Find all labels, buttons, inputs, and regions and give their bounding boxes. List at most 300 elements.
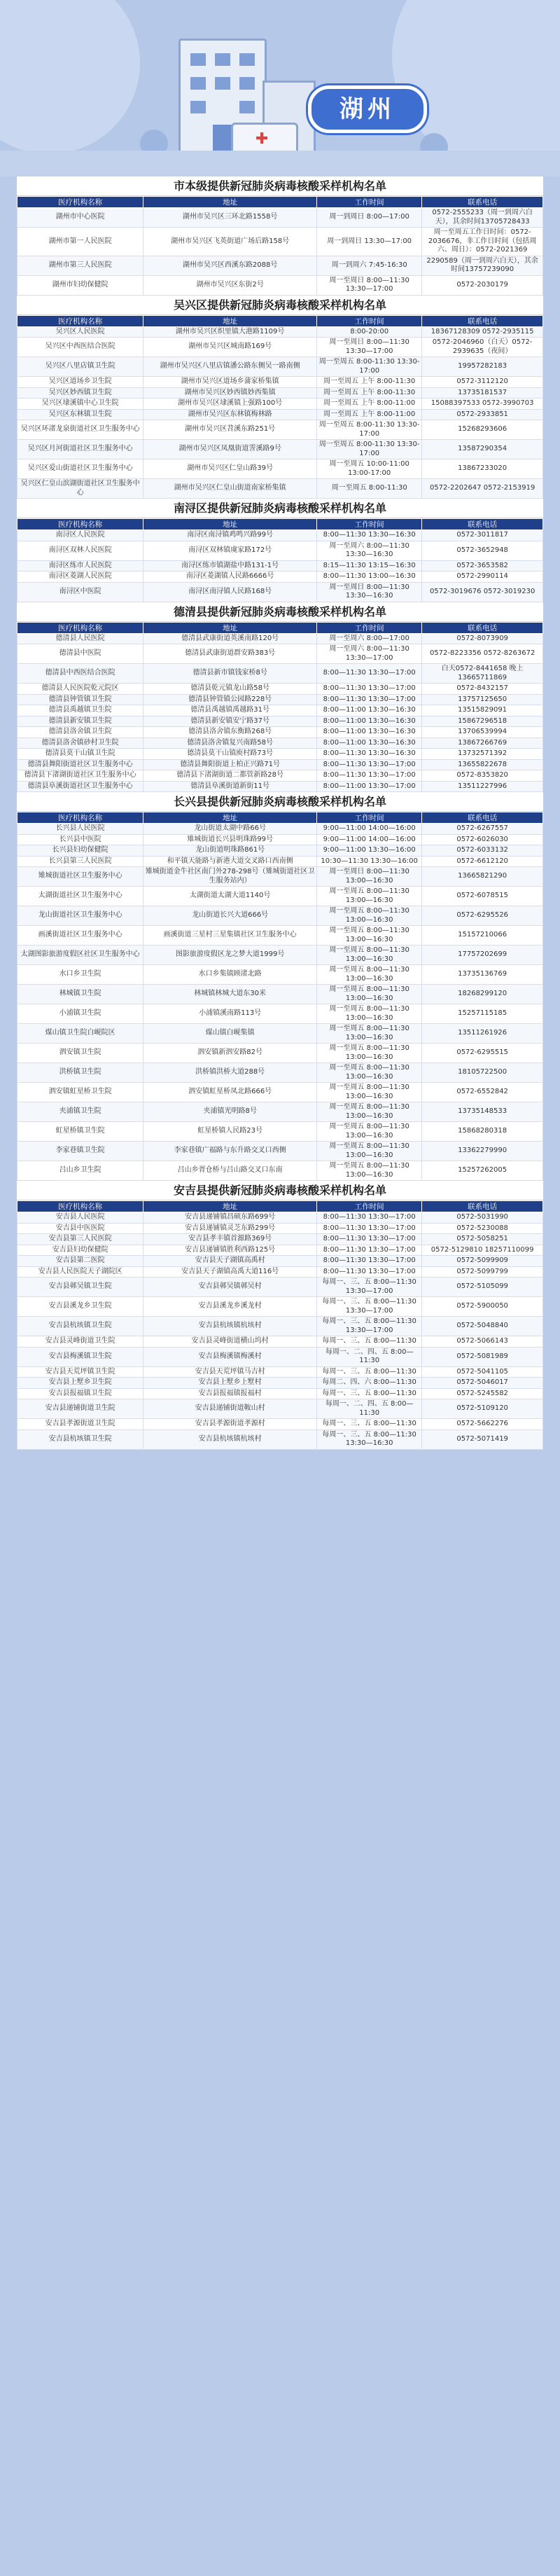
working-hours: 周一至周五 8:00—11:30 13:00—16:30	[317, 926, 422, 946]
institution-name: 安吉县上墅乡卫生院	[18, 1378, 144, 1389]
institution-name: 德清县禹越镇卫生院	[18, 705, 144, 716]
institution-name: 吴兴区妙西镇卫生院	[18, 387, 144, 399]
institution-table	[17, 1200, 543, 1450]
table-row	[18, 1044, 543, 1063]
table-header-row	[18, 519, 543, 530]
institution-name: 德清县洛舍镇砂村卫生院	[18, 738, 144, 749]
institution-name: 南浔区中医院	[18, 582, 144, 602]
table-row	[18, 1378, 543, 1389]
institution-address: 南浔区双林镇虞家路172号	[144, 541, 317, 560]
table-row	[18, 824, 543, 835]
column-header-hours: 工作时间	[317, 315, 422, 326]
institution-name: 安吉县第三人民医院	[18, 1234, 144, 1245]
contact-phone: 18367128309 0572-2935115	[422, 326, 543, 338]
working-hours: 8:00—11:30 13:30—16:30	[317, 749, 422, 760]
table-row	[18, 845, 543, 857]
institution-name: 湖州市妇幼保健院	[18, 275, 144, 295]
institution-address: 图影旅游度假区龙之梦大道1999号	[144, 946, 317, 965]
institution-name: 长兴县第三人民医院	[18, 856, 144, 867]
table-row	[18, 759, 543, 770]
institution-name: 虹星桥镇卫生院	[18, 1122, 144, 1142]
institution-address: 安吉县孝丰镇首源路369号	[144, 1234, 317, 1245]
table-row	[18, 926, 543, 946]
table-row	[18, 1366, 543, 1378]
section-1	[17, 176, 543, 296]
hero-banner	[0, 0, 560, 176]
institution-name: 安吉县孝源街道卫生院	[18, 1419, 144, 1430]
contact-phone: 13655822678	[422, 759, 543, 770]
contact-phone: 0572-2990114	[422, 572, 543, 583]
working-hours: 周一至周五 8:00—11:30 13:00—16:30	[317, 965, 422, 985]
institution-address: 德清县舞阳街道上柏正兴路71号	[144, 759, 317, 770]
decor-circle	[392, 0, 560, 168]
working-hours: 周一至周五 8:00-11:30	[317, 479, 422, 499]
working-hours: 周一至周五 8:00—11:30 13:00—16:30	[317, 1063, 422, 1083]
table-row	[18, 1142, 543, 1161]
institution-name: 吴兴区爱山街道社区卫生服务中心	[18, 459, 144, 479]
table-row	[18, 582, 543, 602]
table-row	[18, 1223, 543, 1234]
working-hours: 每周一、三、五 8:00—11:30 13:30—16:30	[317, 1429, 422, 1449]
table-row	[18, 664, 543, 684]
contact-phone: 13511227996	[422, 781, 543, 792]
institution-address: 安吉县递铺镇胜利西路125号	[144, 1245, 317, 1256]
contact-phone: 0572-3112120	[422, 377, 543, 388]
institution-name: 吴兴区中西医结合医院	[18, 338, 144, 357]
institution-name: 太湖图影旅游度假区社区卫生服务中心	[18, 946, 144, 965]
contact-phone: 13665821290	[422, 867, 543, 887]
institution-address: 安吉县灵峰街道横山坞村	[144, 1336, 317, 1348]
contact-phone: 0572-5129810 18257110099	[422, 1245, 543, 1256]
table-row	[18, 479, 543, 499]
working-hours: 8:00—11:30 13:30—17:00	[317, 694, 422, 705]
working-hours: 8:00—11:00 13:30—16:30	[317, 705, 422, 716]
contact-phone: 13867266769	[422, 738, 543, 749]
institution-name: 德清县新安镇卫生院	[18, 716, 144, 727]
contact-phone: 13515829091	[422, 705, 543, 716]
working-hours: 周一至周六 8:00—11:30 13:30—16:30	[317, 541, 422, 560]
contact-phone: 0572-6295515	[422, 1044, 543, 1063]
table-row	[18, 1347, 543, 1366]
table-row	[18, 749, 543, 760]
table-row	[18, 633, 543, 644]
contact-phone: 2290589（周一到周六白天），其余时间13757239090	[422, 256, 543, 275]
table-row	[18, 985, 543, 1004]
contact-phone: 0572-8223356 0572-8263672	[422, 644, 543, 664]
working-hours: 每周一、三、五 8:00—11:30 13:30—17:00	[317, 1297, 422, 1317]
column-header-name: 医疗机构名称	[18, 197, 144, 208]
institution-address: 南浔区南浔镇鸡鸣兴路99号	[144, 530, 317, 541]
institution-address: 安吉县上墅乡上墅村	[144, 1378, 317, 1389]
working-hours: 8:00—11:30 13:30—16:30	[317, 530, 422, 541]
table-header-row	[18, 315, 543, 326]
table-row	[18, 738, 543, 749]
contact-phone: 0572-3019676 0572-3019230	[422, 582, 543, 602]
table-row	[18, 834, 543, 845]
institution-address: 湖州市吴兴区妙西镇妙西集镇	[144, 387, 317, 399]
institution-name: 吴兴区道场乡卫生院	[18, 377, 144, 388]
table-row	[18, 965, 543, 985]
table-row	[18, 1063, 543, 1083]
table-row	[18, 326, 543, 338]
institution-name: 太湖街道社区卫生服务中心	[18, 887, 144, 906]
institution-address: 德清县钟管镇公园路228号	[144, 694, 317, 705]
institution-address: 泗安镇新泗安路82号	[144, 1044, 317, 1063]
contact-phone: 13735136769	[422, 965, 543, 985]
working-hours: 8:00—11:00 13:30—16:30	[317, 716, 422, 727]
contact-phone: 0572-8432157	[422, 684, 543, 695]
table-row	[18, 338, 543, 357]
institution-name: 德清县人民医院乾元院区	[18, 684, 144, 695]
contact-phone: 0572-6026030	[422, 834, 543, 845]
working-hours: 每周一、三、五 8:00—11:30	[317, 1419, 422, 1430]
institution-name: 德清县钟管镇卫生院	[18, 694, 144, 705]
contact-phone: 0572-5099799	[422, 1266, 543, 1277]
table-row	[18, 1102, 543, 1122]
working-hours: 周一至周五 8:00—11:30 13:00—16:30	[317, 887, 422, 906]
institution-name: 德清县洛舍镇卫生院	[18, 727, 144, 738]
table-row	[18, 856, 543, 867]
contact-phone: 0572-5048840	[422, 1317, 543, 1336]
institution-name: 南浔区练市人民医院	[18, 560, 144, 572]
institution-address: 太湖街道太湖大道1140号	[144, 887, 317, 906]
table-row	[18, 377, 543, 388]
institution-name: 吴兴区月河街道社区卫生服务中心	[18, 440, 144, 459]
institution-address: 德清县乾元镇龙山路58号	[144, 684, 317, 695]
working-hours: 周一至周五 8:00—11:30 13:00—16:30	[317, 1024, 422, 1044]
institution-name: 林城镇卫生院	[18, 985, 144, 1004]
institution-address: 安吉县天子湖镇高禹村	[144, 1256, 317, 1267]
institution-name: 德清县舞阳街道社区卫生服务中心	[18, 759, 144, 770]
city-badge	[308, 85, 427, 133]
contact-phone: 19957282183	[422, 357, 543, 377]
table-row	[18, 256, 543, 275]
working-hours: 周一至周五 8:00—11:30 13:00—16:30	[317, 1161, 422, 1181]
working-hours: 8:00—11:30 13:30—17:00	[317, 664, 422, 684]
institution-name: 德清县下渚湖街道社区卫生服务中心	[18, 770, 144, 782]
institution-name: 安吉县中医医院	[18, 1223, 144, 1234]
working-hours: 8:00—11:00 13:30—16:30	[317, 738, 422, 749]
table-row	[18, 887, 543, 906]
working-hours: 每周一、三、五 8:00—11:30	[317, 1336, 422, 1348]
institution-address: 德清县新安镇安宁路37号	[144, 716, 317, 727]
contact-phone: 0572-5081989	[422, 1347, 543, 1366]
institution-name: 南浔区菱湖人民医院	[18, 572, 144, 583]
column-header-phone: 联系电话	[422, 622, 543, 633]
institution-address: 德清县洛舍镇东衡路268号	[144, 727, 317, 738]
institution-address: 安吉县天荒坪镇马吉村	[144, 1366, 317, 1378]
working-hours: 8:00—11:30 13:30—17:00	[317, 1234, 422, 1245]
institution-name: 湖州市第三人民医院	[18, 256, 144, 275]
contact-phone: 13757125650	[422, 694, 543, 705]
contact-phone: 13511261926	[422, 1024, 543, 1044]
table-row	[18, 1256, 543, 1267]
table-row	[18, 208, 543, 228]
table-row	[18, 684, 543, 695]
table-row	[18, 409, 543, 420]
table-row	[18, 1266, 543, 1277]
contact-phone: 0572-2555233（周一到周六白天），其余时间13705728433	[422, 208, 543, 228]
column-header-hours: 工作时间	[317, 519, 422, 530]
contact-phone: 0572-5245582	[422, 1388, 543, 1399]
working-hours: 周一到周日 8:00—17:00	[317, 208, 422, 228]
section-title: 长兴县提供新冠肺炎病毒核酸采样机构名单	[17, 792, 543, 812]
institution-address: 南浔区练市镇湖盐中路131-1号	[144, 560, 317, 572]
institution-address: 水口乡集镇顾渚北路	[144, 965, 317, 985]
institution-address: 德清县莫干山镇庾村路73号	[144, 749, 317, 760]
contact-phone: 0572-6295526	[422, 906, 543, 926]
column-header-name: 医疗机构名称	[18, 519, 144, 530]
institution-name: 长兴县人民医院	[18, 824, 144, 835]
column-header-hours: 工作时间	[317, 812, 422, 824]
column-header-hours: 工作时间	[317, 197, 422, 208]
contact-phone: 18268299120	[422, 985, 543, 1004]
working-hours: 周一至周日 8:00—11:30 13:30—17:00	[317, 275, 422, 295]
column-header-name: 医疗机构名称	[18, 622, 144, 633]
institution-address: 李家巷镇广福路与东升路交叉口西侧	[144, 1142, 317, 1161]
institution-address: 画溪街道三星村三星集镇社区卫生服务中心	[144, 926, 317, 946]
institution-address: 湖州市吴兴区道场乡蒲家桥集镇	[144, 377, 317, 388]
institution-address: 雉城街道金牛社区南门外278-298号（雉城街道社区卫生服务站内）	[144, 867, 317, 887]
institution-table	[17, 315, 543, 499]
column-header-address: 地址	[144, 622, 317, 633]
contact-phone: 0572-5031990	[422, 1212, 543, 1224]
working-hours: 每周一、三、五 8:00—11:30	[317, 1366, 422, 1378]
column-header-address: 地址	[144, 1201, 317, 1212]
table-header-row	[18, 1201, 543, 1212]
table-row	[18, 1234, 543, 1245]
contact-phone: 18105722500	[422, 1063, 543, 1083]
working-hours: 8:00—11:30 13:30—17:00	[317, 770, 422, 782]
institution-address: 泗安镇虹星桥凤北路666号	[144, 1083, 317, 1102]
institution-address: 湖州市吴兴区八里店镇潘公路东侧吴一路南侧	[144, 357, 317, 377]
table-row	[18, 1161, 543, 1181]
working-hours: 周一至周五 上午 8:00-11:30	[317, 377, 422, 388]
contact-phone: 0572-5230088	[422, 1223, 543, 1234]
contact-phone: 13867233020	[422, 459, 543, 479]
table-row	[18, 946, 543, 965]
institution-name: 吴兴区埭溪镇中心卫生院	[18, 399, 144, 410]
institution-address: 南浔区南浔镇人民路168号	[144, 582, 317, 602]
contact-phone: 17757202699	[422, 946, 543, 965]
working-hours: 每周一、三、五 8:00—11:30 13:30—17:00	[317, 1277, 422, 1297]
contact-phone: 13587290354	[422, 440, 543, 459]
working-hours: 10:30—11:30 13:30—16:00	[317, 856, 422, 867]
institution-table	[17, 812, 543, 1181]
institution-address: 龙山街道明珠路861号	[144, 845, 317, 857]
contact-phone: 0572-5099909	[422, 1256, 543, 1267]
institution-address: 安吉县溪龙乡溪龙村	[144, 1297, 317, 1317]
institution-address: 雉城街道长兴县明珠路99号	[144, 834, 317, 845]
institution-name: 安吉县递铺街道卫生院	[18, 1399, 144, 1419]
institution-address: 龙山街道太湖中路66号	[144, 824, 317, 835]
working-hours: 周一至周六 8:00—11:30 13:30—17:00	[317, 644, 422, 664]
table-row	[18, 572, 543, 583]
institution-name: 安吉县天荒坪镇卫生院	[18, 1366, 144, 1378]
working-hours: 8:00—11:30 13:00—16:30	[317, 572, 422, 583]
working-hours: 每周一、二、四、五 8:00—11:30	[317, 1399, 422, 1419]
working-hours: 8:00—11:30 13:30—17:00	[317, 1212, 422, 1224]
section-title: 吴兴区提供新冠肺炎病毒核酸采样机构名单	[17, 296, 543, 315]
column-header-address: 地址	[144, 812, 317, 824]
working-hours: 周一至周日 8:00—11:30 13:00—16:30	[317, 867, 422, 887]
institution-name: 吴兴区八里店镇卫生院	[18, 357, 144, 377]
section-title: 市本级提供新冠肺炎病毒核酸采样机构名单	[17, 176, 543, 196]
page-footer	[17, 2554, 543, 2576]
institution-name: 长兴县中医院	[18, 834, 144, 845]
table-row	[18, 1004, 543, 1024]
section-title: 德清县提供新冠肺炎病毒核酸采样机构名单	[17, 602, 543, 622]
table-row	[18, 1388, 543, 1399]
institution-name: 小浦镇卫生院	[18, 1004, 144, 1024]
column-header-phone: 联系电话	[422, 197, 543, 208]
table-row	[18, 694, 543, 705]
column-header-name: 医疗机构名称	[18, 1201, 144, 1212]
institution-name: 吴兴区人民医院	[18, 326, 144, 338]
institution-address: 安吉县鄣吴镇鄣吴村	[144, 1277, 317, 1297]
institution-name: 湖州市第一人民医院	[18, 228, 144, 256]
table-row	[18, 1245, 543, 1256]
working-hours: 周一至周五 8:00-11:30 13:30-17:00	[317, 420, 422, 440]
institution-address: 湖州市吴兴区仁皇山街道南家桥集镇	[144, 479, 317, 499]
institution-address: 德清县武康街道群安路383号	[144, 644, 317, 664]
institution-name: 安吉县梅溪镇卫生院	[18, 1347, 144, 1366]
institution-name: 泗安镇卫生院	[18, 1044, 144, 1063]
institution-table	[17, 518, 543, 602]
table-row	[18, 1419, 543, 1430]
column-header-address: 地址	[144, 519, 317, 530]
section-4	[17, 602, 543, 793]
institution-address: 龙山街道长兴大道666号	[144, 906, 317, 926]
institution-address: 湖州市吴兴区仁皇山路39号	[144, 459, 317, 479]
institution-address: 吕山乡胥仓桥与吕山路交叉口东南	[144, 1161, 317, 1181]
working-hours: 9:00—11:00 14:00—16:00	[317, 824, 422, 835]
working-hours: 每周一、二、四、五 8:00—11:30	[317, 1347, 422, 1366]
institution-name: 安吉县报福镇卫生院	[18, 1388, 144, 1399]
working-hours: 周一至周五 上午 8:00-11:00	[317, 399, 422, 410]
working-hours: 每周二、四、六 8:00—11:30	[317, 1378, 422, 1389]
table-row	[18, 1297, 543, 1317]
working-hours: 周一至周五 10:00-11:00 13:00-17:00	[317, 459, 422, 479]
institution-name: 水口乡卫生院	[18, 965, 144, 985]
contact-phone: 0572-2933851	[422, 409, 543, 420]
table-row	[18, 705, 543, 716]
institution-table	[17, 622, 543, 793]
working-hours: 周一至周五 8:00—11:30 13:00—16:30	[317, 1102, 422, 1122]
institution-address: 夹浦镇光明路8号	[144, 1102, 317, 1122]
contact-phone: 0572-5109120	[422, 1399, 543, 1419]
table-row	[18, 644, 543, 664]
table-row	[18, 1122, 543, 1142]
institution-address: 安吉县杭垓镇杭垓村	[144, 1429, 317, 1449]
institution-name: 煤山镇卫生院白岘院区	[18, 1024, 144, 1044]
institution-address: 湖州市吴兴区埭溪镇上强路100号	[144, 399, 317, 410]
table-row	[18, 1399, 543, 1419]
contact-phone: 0572-5071419	[422, 1429, 543, 1449]
institution-address: 和平镇天能路与新港大道交叉路口西南侧	[144, 856, 317, 867]
working-hours: 8:00—11:30 13:30—17:00	[317, 1245, 422, 1256]
ambulance-illustration: ✚	[231, 123, 298, 156]
table-row	[18, 906, 543, 926]
institution-name: 安吉县鄣吴镇卫生院	[18, 1277, 144, 1297]
contact-phone: 白天0572-8441658 晚上13665711869	[422, 664, 543, 684]
ground-decor	[0, 151, 560, 176]
column-header-phone: 联系电话	[422, 315, 543, 326]
column-header-address: 地址	[144, 315, 317, 326]
institution-list	[17, 176, 543, 1450]
contact-phone: 15257115185	[422, 1004, 543, 1024]
working-hours: 周一至周五 8:00—11:30 13:00—16:30	[317, 1122, 422, 1142]
contact-phone: 0572-2202647 0572-2153919	[422, 479, 543, 499]
working-hours: 周一至周五 8:00—11:30 13:00—16:30	[317, 1083, 422, 1102]
contact-phone: 13706539994	[422, 727, 543, 738]
working-hours: 周一至周五 8:00-11:30 13:30-17:00	[317, 440, 422, 459]
institution-address: 安吉县孝源街道孝源村	[144, 1419, 317, 1430]
institution-address: 安吉县递铺街道鞍山村	[144, 1399, 317, 1419]
table-row	[18, 1083, 543, 1102]
working-hours: 周一至周五 8:00—11:30 13:00—16:30	[317, 906, 422, 926]
institution-name: 湖州市中心医院	[18, 208, 144, 228]
table-header-row	[18, 622, 543, 633]
institution-name: 安吉县杭垓镇卫生院	[18, 1317, 144, 1336]
institution-name: 龙山街道社区卫生服务中心	[18, 906, 144, 926]
contact-phone: 13735148533	[422, 1102, 543, 1122]
working-hours: 周一至周日 8:00—11:30 13:30—16:30	[317, 582, 422, 602]
institution-address: 湖州市吴兴区城南路169号	[144, 338, 317, 357]
institution-name: 安吉县杭垓镇卫生院	[18, 1429, 144, 1449]
institution-address: 湖州市吴兴区西溪东路2088号	[144, 256, 317, 275]
table-row	[18, 228, 543, 256]
table-row	[18, 1277, 543, 1297]
contact-phone: 0572-5066143	[422, 1336, 543, 1348]
institution-address: 安吉县递铺镇灵芝东路299号	[144, 1223, 317, 1234]
institution-address: 安吉县天子湖镇高禹大道116号	[144, 1266, 317, 1277]
table-row	[18, 727, 543, 738]
column-header-address: 地址	[144, 197, 317, 208]
working-hours: 每周一、三、五 8:00—11:30 13:30—17:00	[317, 1317, 422, 1336]
working-hours: 9:00—11:00 14:00—16:00	[317, 834, 422, 845]
institution-name: 夹浦镇卫生院	[18, 1102, 144, 1122]
institution-name: 德清县中西医结合医院	[18, 664, 144, 684]
institution-address: 德清县洛舍镇复兴南路58号	[144, 738, 317, 749]
institution-address: 湖州市吴兴区东街2号	[144, 275, 317, 295]
institution-name: 雉城街道社区卫生服务中心	[18, 867, 144, 887]
institution-name: 吴兴区环渚龙泉街道社区卫生服务中心	[18, 420, 144, 440]
institution-name: 洪桥镇卫生院	[18, 1063, 144, 1083]
institution-address: 安吉县梅溪镇梅溪村	[144, 1347, 317, 1366]
table-row	[18, 1336, 543, 1348]
working-hours: 8:00—11:30 13:30—17:00	[317, 684, 422, 695]
working-hours: 8:00—11:30 13:30—17:00	[317, 1256, 422, 1267]
working-hours: 周一至周五 8:00—11:30 13:00—16:30	[317, 985, 422, 1004]
institution-name: 安吉县第二医院	[18, 1256, 144, 1267]
institution-address: 安吉县杭垓镇杭垓村	[144, 1317, 317, 1336]
institution-address: 小浦镇溪南路113号	[144, 1004, 317, 1024]
institution-address: 虹星桥镇人民路23号	[144, 1122, 317, 1142]
working-hours: 周一至周五 8:00—11:30 13:00—16:30	[317, 946, 422, 965]
working-hours: 周一至周五 8:00—11:30 13:00—16:30	[317, 1044, 422, 1063]
contact-phone: 15867296518	[422, 716, 543, 727]
contact-phone: 0572-5105099	[422, 1277, 543, 1297]
contact-phone: 0572-3652948	[422, 541, 543, 560]
institution-address: 湖州市吴兴区织里镇大港路1109号	[144, 326, 317, 338]
institution-name: 德清县人民医院	[18, 633, 144, 644]
contact-phone: 0572-6552842	[422, 1083, 543, 1102]
institution-address: 林城镇林城大道东30米	[144, 985, 317, 1004]
column-header-phone: 联系电话	[422, 1201, 543, 1212]
institution-name: 安吉县溪龙乡卫生院	[18, 1297, 144, 1317]
column-header-hours: 工作时间	[317, 1201, 422, 1212]
